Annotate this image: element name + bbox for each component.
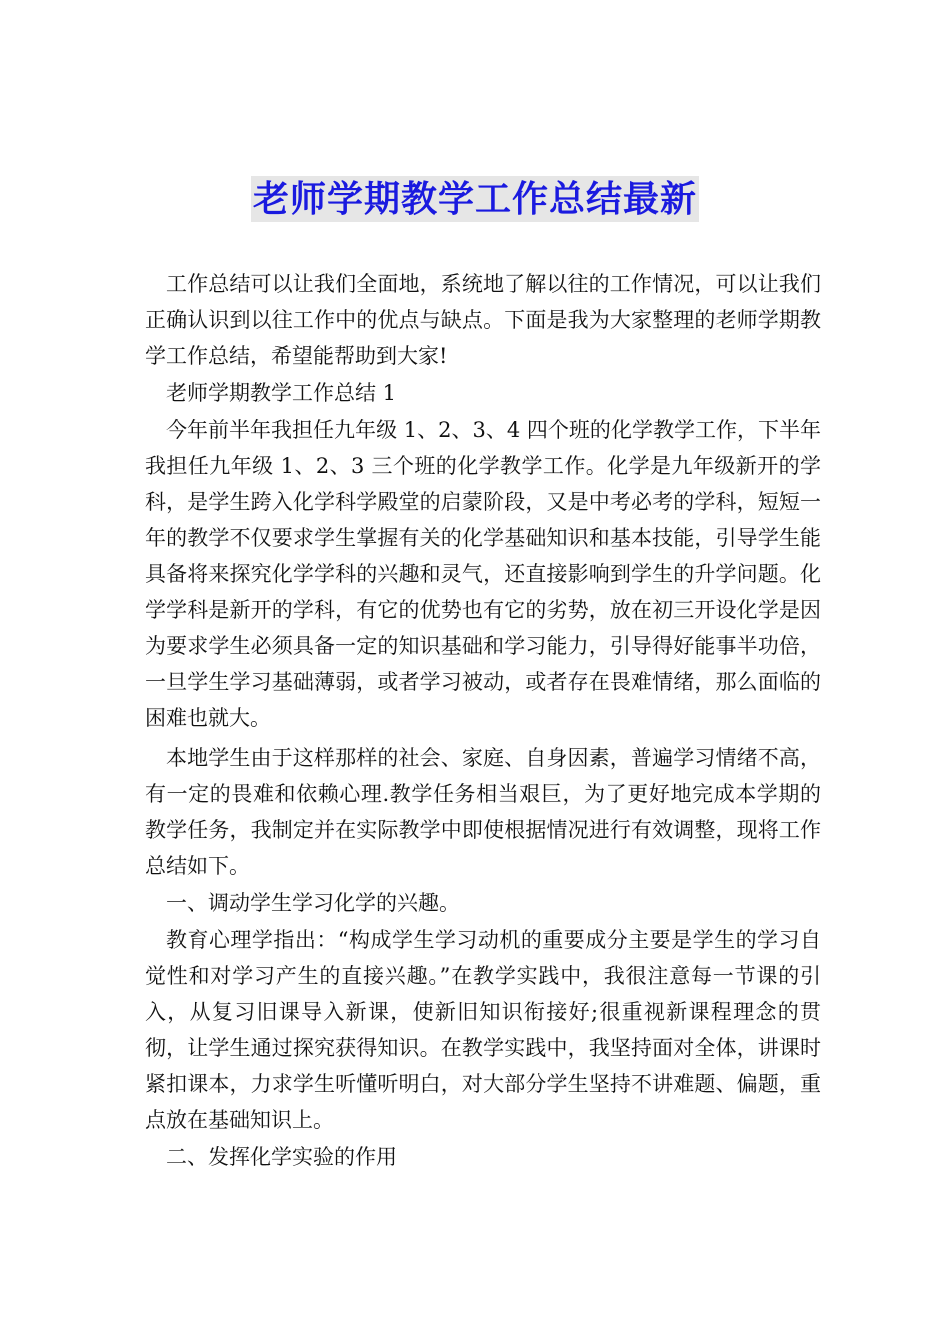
document-body (145, 266, 821, 1176)
body-paragraph-1: 今年前半年我担任九年级 1、2、3、4 四个班的化学教学工作，下半年我担任九年级 1、2、3 三个班的化学教学工作。化学是九年级新开的学科，是学生跨入化学科学殿堂的启蒙阶段，又是中考必考的学科，短短一年的教学不仅要求学生掌握有关的化学基础知识和基本技能，引导学生能具备将来探究化学学科的兴趣和灵气，还直接影响到学生的升学问题。化学学科是新开的学科，有它的优势也有它的劣势，放在初三开设化学是因为要求学生必须具备一定的知识基础和学习能力，引导得好能事半功倍，一旦学生学习基础薄弱，或者学习被动，或者存在畏难情绪，那么面临的困难也就大。 (145, 418, 821, 730)
title-container (0, 176, 950, 222)
document-title: 老师学期教学工作总结最新 (252, 178, 697, 220)
subheading-2: 二、发挥化学实验的作用 (166, 1145, 397, 1169)
section-title: 老师学期教学工作总结 1 (166, 381, 397, 405)
intro-paragraph: 工作总结可以让我们全面地，系统地了解以往的工作情况，可以让我们正确认识到以往工作中的优点与缺点。下面是我为大家整理的老师学期教学工作总结，希望能帮助到大家! (145, 272, 821, 368)
body-paragraph-2: 本地学生由于这样那样的社会、家庭、自身因素，普遍学习情绪不高，有一定的畏难和依赖心理.教学任务相当艰巨，为了更好地完成本学期的教学任务，我制定并在实际教学中即使根据情况进行有效调整，现将工作总结如下。 (145, 746, 821, 878)
body-paragraph-3: 教育心理学指出：“构成学生学习动机的重要成分主要是学生的学习自觉性和对学习产生的直接兴趣。”在教学实践中，我很注意每一节课的引入，从复习旧课导入新课，使新旧知识衔接好;很重视新课程理念的贯彻，让学生通过探究获得知识。在教学实践中，我坚持面对全体，讲课时紧扣课本，力求学生听懂听明白，对大部分学生坚持不讲难题、偏题，重点放在基础知识上。 (145, 928, 821, 1132)
subheading-1: 一、调动学生学习化学的兴趣。 (166, 891, 460, 915)
